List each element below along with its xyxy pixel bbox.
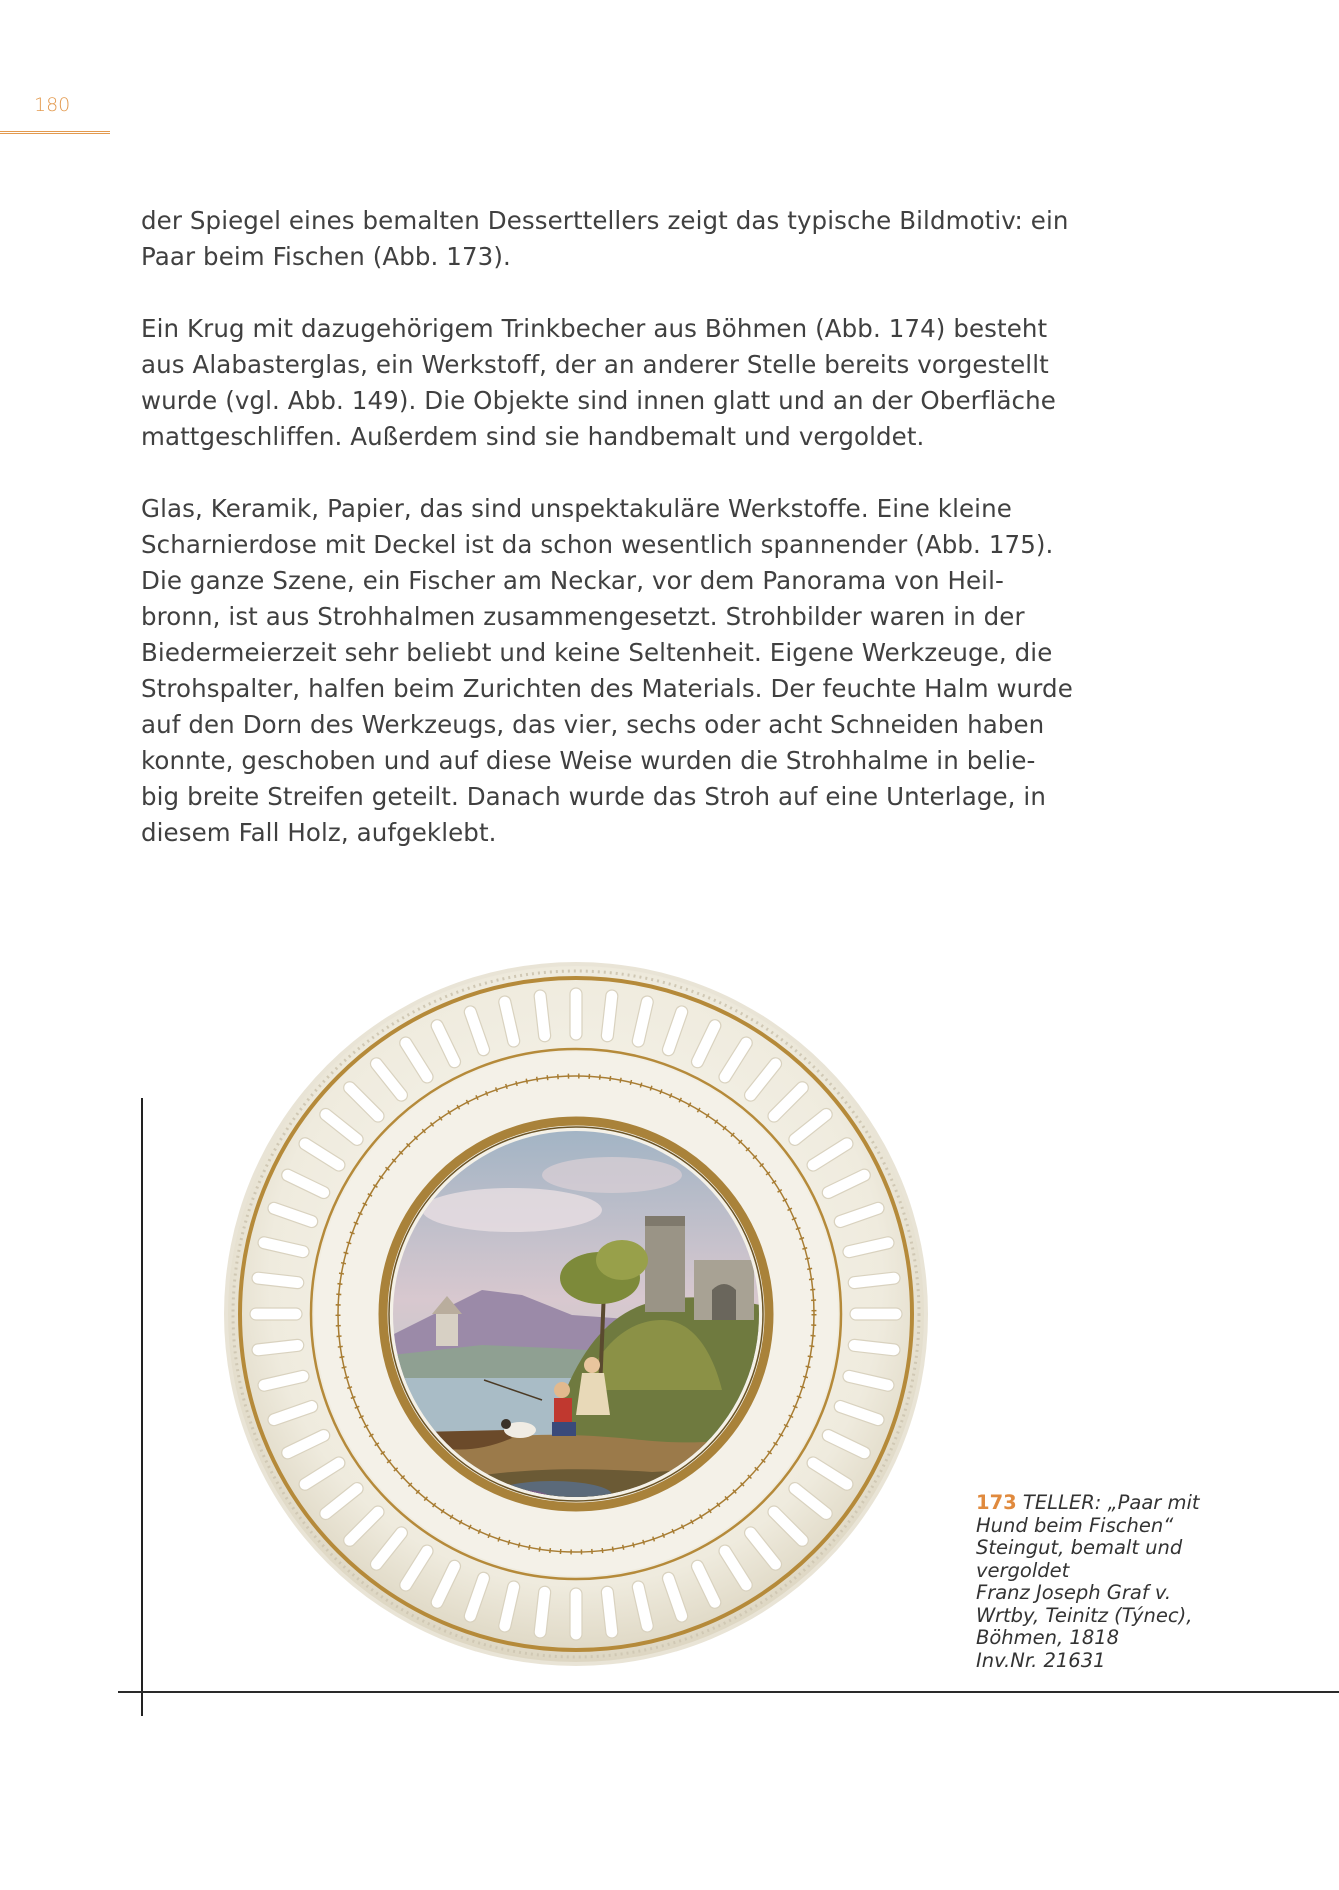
page-number: 180 — [34, 94, 71, 116]
text-line: Scharnierdose mit Deckel ist da schon wesentlich spannender (Abb. 175). — [141, 530, 1054, 559]
text-line: aus Alabasterglas, ein Werkstoff, der an anderer Stelle bereits vorgestellt — [141, 350, 1049, 379]
caption-line: Franz Joseph Graf v. — [976, 1581, 1172, 1604]
caption-line: Böhmen, 1818 — [976, 1626, 1120, 1649]
text-line: mattgeschliffen. Außerdem sind sie handbemalt und vergoldet. — [141, 422, 925, 451]
paragraph — [141, 311, 1056, 455]
rim-slot — [570, 1588, 582, 1640]
page-number-rule — [0, 131, 110, 134]
rim-slot — [250, 1308, 302, 1320]
paragraph — [141, 491, 1073, 851]
text-line: Ein Krug mit dazugehörigem Trinkbecher aus Böhmen (Abb. 174) besteht — [141, 314, 1048, 343]
text-line: Paar beim Fischen (Abb. 173). — [141, 242, 511, 271]
caption-line: Hund beim Fischen“ — [976, 1513, 1174, 1537]
vertical-rule — [141, 1098, 143, 1716]
body-text — [141, 203, 1073, 887]
text-line: Strohspalter, halfen beim Zurichten des Materials. Der feuchte Halm wurde — [141, 674, 1073, 703]
paragraph — [141, 203, 1069, 275]
caption-title: TELLER: „Paar mit — [1016, 1491, 1200, 1514]
text-line: der Spiegel eines bemalten Desserttellers zeigt das typische Bildmotiv: ein — [141, 206, 1069, 235]
text-line: big breite Streifen geteilt. Danach wurde das Stroh auf eine Unterlage, in — [141, 782, 1046, 811]
plate-photo — [222, 960, 930, 1668]
caption-line: Wrtby, Teinitz (Týnec), — [976, 1603, 1193, 1627]
text-line: Die ganze Szene, ein Fischer am Neckar, vor dem Panorama von Heil- — [141, 566, 1004, 595]
text-line: Biedermeierzeit sehr beliebt und keine Seltenheit. Eigene Werkzeuge, die — [141, 638, 1053, 667]
text-line: wurde (vgl. Abb. 149). Die Objekte sind innen glatt und an der Oberfläche — [141, 386, 1056, 415]
figure-caption — [976, 1492, 1276, 1672]
horizontal-rule — [118, 1691, 1339, 1693]
caption-line: Steingut, bemalt und — [976, 1536, 1183, 1559]
figure-number: 173 — [976, 1491, 1017, 1514]
caption-line: Inv.Nr. 21631 — [976, 1648, 1106, 1672]
rim-slot — [570, 988, 582, 1040]
text-line: auf den Dorn des Werkzeugs, das vier, sechs oder acht Schneiden haben — [141, 710, 1045, 739]
text-line: konnte, geschoben und auf diese Weise wurden die Strohhalme in belie- — [141, 746, 1036, 775]
text-line: Glas, Keramik, Papier, das sind unspektakuläre Werkstoffe. Eine kleine — [141, 494, 1012, 523]
text-line: diesem Fall Holz, aufgeklebt. — [141, 818, 497, 847]
rim-slot — [850, 1308, 902, 1320]
caption-title-line — [976, 1492, 1276, 1515]
caption-line: vergoldet — [976, 1558, 1070, 1582]
text-line: bronn, ist aus Strohhalmen zusammengesetzt. Strohbilder waren in der — [141, 602, 1025, 631]
